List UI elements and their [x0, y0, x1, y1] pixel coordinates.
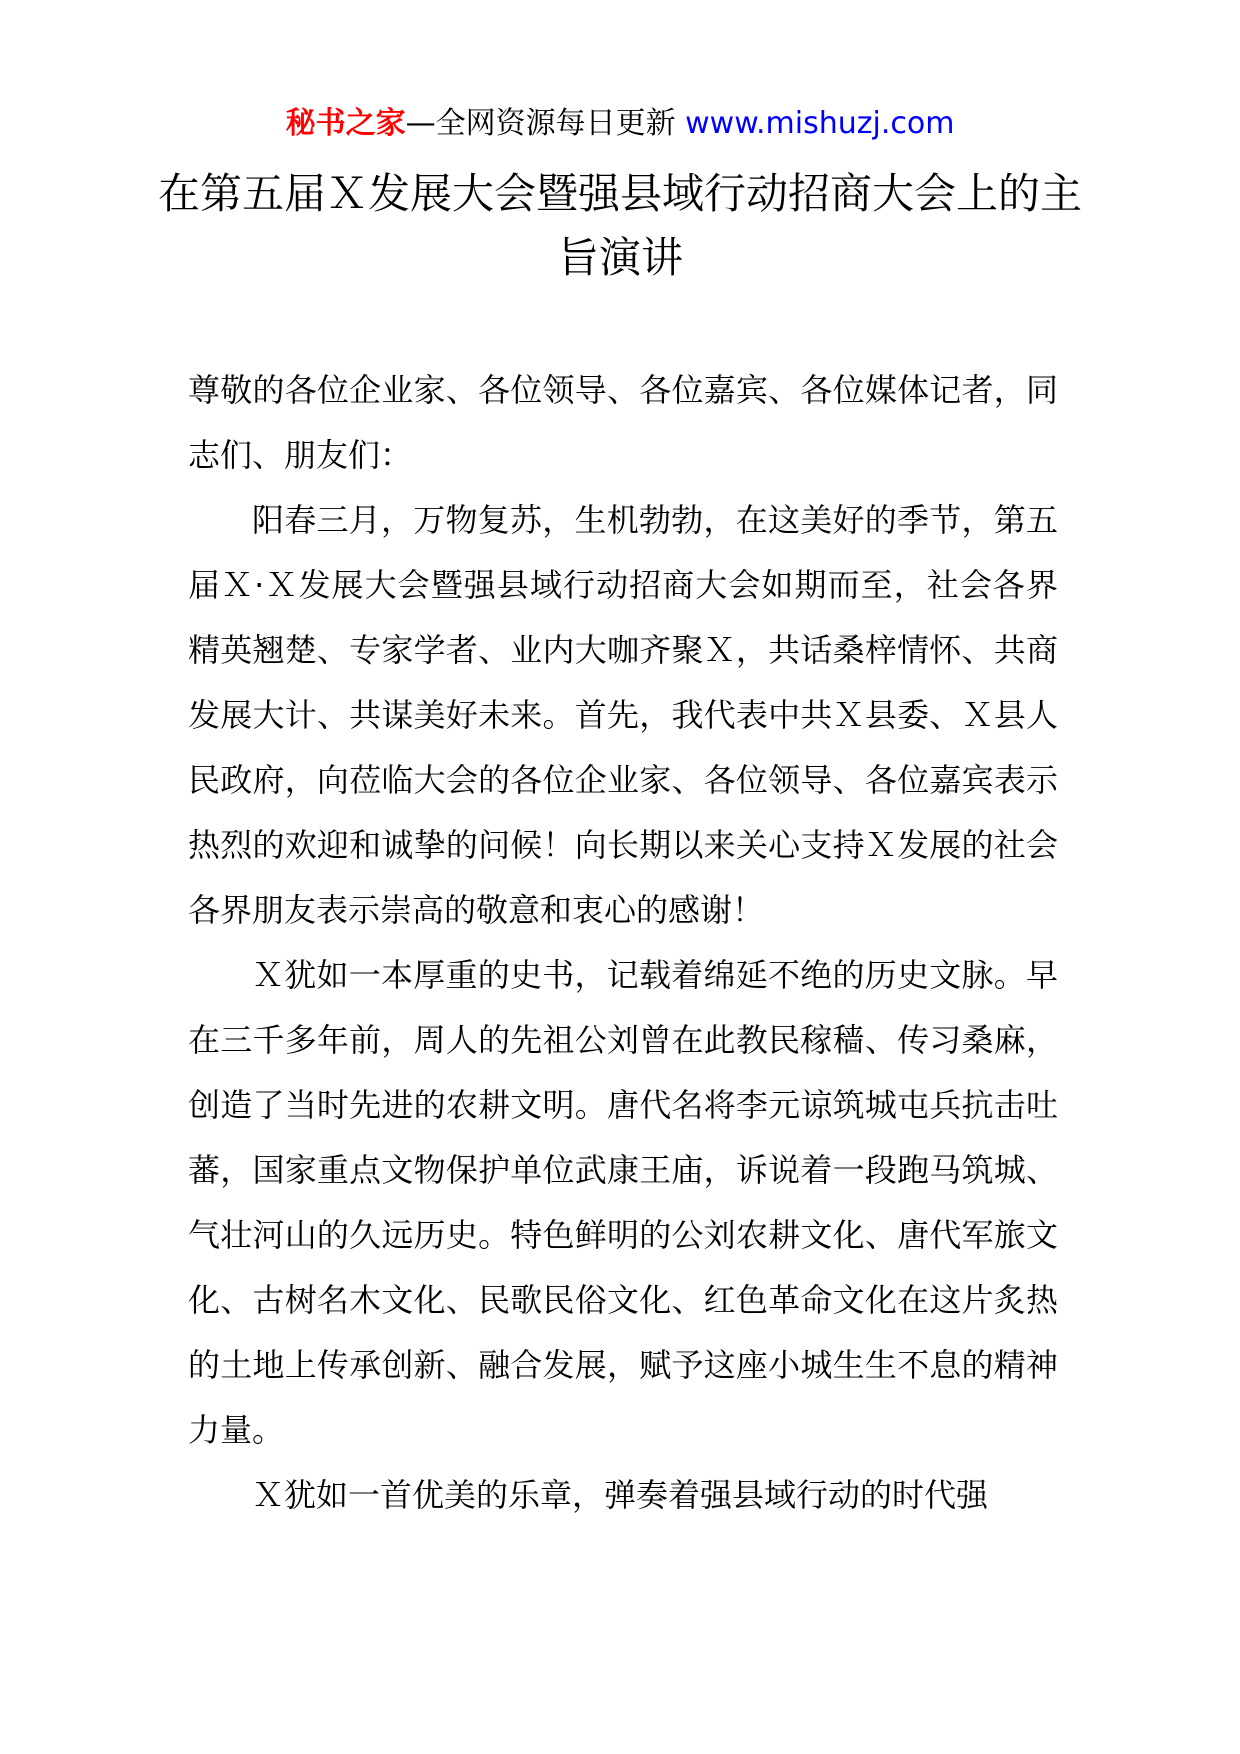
salutation: 尊敬的各位企业家、各位领导、各位嘉宾、各位媒体记者，同志们、朋友们： — [188, 371, 1058, 474]
document-body — [188, 358, 1058, 1528]
document-title: 在第五届Ｘ发展大会暨强县域行动招商大会上的主旨演讲 — [157, 169, 1082, 282]
site-header — [0, 104, 1240, 144]
paragraph-2: Ｘ犹如一本厚重的史书，记载着绵延不绝的历史文脉。早在三千多年前，周人的先祖公刘曾在此教民稼穑、传习桑麻，创造了当时先进的农耕文明。唐代名将李元谅筑城屯兵抗击吐蕃，国家重点文物保护单位武康王庙，诉说着一段跑马筑城、气壮河山的久远历史。特色鲜明的公刘农耕文化、唐代军旅文化、古树名木文化、民歌民俗文化、红色革命文化在这片炙热的土地上传承创新、融合发展，赋予这座小城生生不息的精神力量。 — [188, 956, 1058, 1449]
paragraph-3: Ｘ犹如一首优美的乐章，弹奏着强县域行动的时代强 — [252, 1476, 989, 1514]
paragraph-1: 阳春三月，万物复苏，生机勃勃，在这美好的季节，第五届Ｘ·Ｘ发展大会暨强县域行动招商大会如期而至，社会各界精英翘楚、专家学者、业内大咖齐聚Ｘ，共话桑梓情怀、共商发展大计、共谋美好未来。首先，我代表中共Ｘ县委、Ｘ县人民政府，向莅临大会的各位企业家、各位领导、各位嘉宾表示热烈的欢迎和诚挚的问候！向长期以来关心支持Ｘ发展的社会各界朋友表示崇高的敬意和衷心的感谢！ — [188, 501, 1058, 929]
header-tagline: —全网资源每日更新 — [405, 106, 686, 141]
brand-name: 秘书之家 — [285, 106, 406, 141]
site-url-link[interactable]: www.mishuzj.com — [685, 106, 955, 141]
